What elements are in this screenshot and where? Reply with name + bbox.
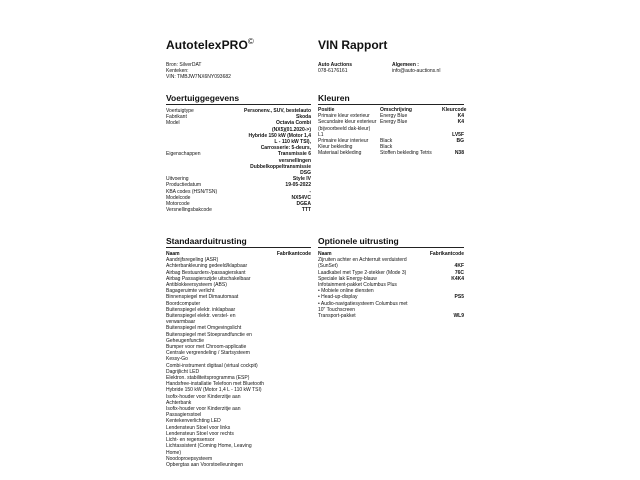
source-block: [166, 62, 231, 81]
spec-label: Motorcode: [166, 201, 190, 208]
spec-value: Personenv., SUV, bestelauto: [244, 108, 311, 114]
color-description: Stoffen bekleding Tetris: [380, 150, 432, 157]
page-title: VIN Rapport: [318, 38, 388, 52]
standard-item: Kentekenverlichting LED: [166, 418, 221, 425]
spec-row: [166, 151, 311, 176]
standard-item: Bumper voor met Chroom-applicatie: [166, 344, 247, 351]
optional-item-name: Infotainment-pakket Columbus Plus: [318, 282, 397, 289]
spec-row: [166, 207, 311, 213]
general-email[interactable]: info@auto-auctions.nl: [392, 68, 441, 75]
standard-item: Elektron. stabiliteitsprogramma (ESP): [166, 375, 250, 382]
color-code: BG: [456, 138, 464, 145]
standard-item: Buitenspiegel met Omgevingslicht: [166, 325, 242, 332]
spec-value: Style IV: [292, 176, 311, 183]
optional-item-name: Laadkabel met Type 2-stekker (Mode 3): [318, 269, 407, 276]
colors-col-position: Positie: [318, 107, 335, 113]
spec-value: -: [309, 188, 311, 195]
spec-value: Octavia Combi (NX5)(01.2020->) Hybride 150 kW (Motor 1,4 L - 110 kW TSI), Carrosserie: 5-deurs,: [248, 120, 311, 152]
optional-item-name: • Audio-navigatiesysteem Columbus met: [318, 300, 408, 307]
colors-table: [318, 107, 467, 157]
color-position: Secundaire kleur exterieur (bijvoorbeeld dak-kleur): [318, 119, 377, 132]
color-code: LV5F: [452, 131, 464, 138]
standard-item: Noodoproepsysteem: [166, 455, 213, 462]
spec-row: [166, 120, 311, 151]
spec-value: Transmissie 6 versnellingen Dubbelkoppeltransmissie DSG: [250, 151, 311, 177]
vehicle-specs: [166, 108, 311, 213]
standard-item: Binnenspiegel met Dimautomaat: [166, 294, 239, 301]
spec-label: Model: [166, 120, 180, 127]
brand-logo: [166, 37, 254, 52]
standard-col-name: Naam: [166, 251, 180, 257]
color-description: Energy Blue: [380, 119, 408, 126]
spec-label: Eigenschappen: [166, 151, 201, 158]
standard-item: Lendensteun Stoel voor links: [166, 424, 231, 431]
vehicle-rule: [166, 104, 311, 105]
color-row: [318, 119, 464, 131]
colors-rule: [318, 104, 464, 105]
color-code: N38: [454, 150, 464, 157]
standard-item: Centrale vergrendeling / Startsysteem: [166, 350, 250, 357]
spec-value: NX54VC: [291, 194, 311, 201]
color-code: K4: [457, 113, 464, 120]
standard-item: Kessy-Go: [166, 356, 188, 363]
optional-item-code: PS5: [454, 294, 464, 301]
spec-value: Skoda: [295, 114, 311, 121]
standard-item: Isofix-houder voor Kinderzitje aan: [166, 406, 241, 413]
optional-item: [318, 313, 464, 319]
standard-item: Dagrijlicht LED: [166, 368, 200, 375]
standard-item: Aandrijfsregeling (ASR): [166, 257, 219, 264]
optional-item-code: 4KF: [454, 263, 464, 270]
spec-label: Voertuigtype: [166, 108, 194, 114]
colors-col-description: Omschrijving: [380, 107, 412, 113]
optional-col-name: Naam: [318, 251, 332, 257]
source-line: Kenteken:: [166, 68, 189, 75]
spec-label: Productiedatum: [166, 182, 202, 189]
brand-mark: ©: [247, 37, 254, 46]
color-position: Kleur bekleding: [318, 144, 353, 151]
contact-general: [392, 62, 440, 74]
color-position: Primaire kleur interieur: [318, 138, 369, 145]
optional-item-code: K4K4: [451, 275, 464, 282]
standard-rule: [166, 247, 311, 248]
company-phone: 078-6176161: [318, 68, 348, 75]
source-line: Bron: SilverDAT: [166, 62, 202, 68]
color-position: Materiaal bekleding: [318, 150, 362, 157]
spec-label: Modelcode: [166, 194, 191, 201]
spec-value: DGEA: [296, 201, 311, 208]
standard-item: Licht- en regensensor: [166, 437, 215, 444]
standard-item: Buitenspiegel elektr. verstel- en: [166, 313, 236, 320]
standard-item: Bagageruimte verlicht: [166, 288, 215, 295]
standard-item: Airbag Bestuurders-/passagierskant: [166, 269, 246, 276]
optional-item-code: WL9: [453, 313, 464, 320]
standard-item: Opbergtas aan Voorstoelleuningen: [166, 461, 244, 468]
standard-item: Antiblokkeersysteem (ABS): [166, 282, 227, 289]
standard-item: Lichtassistent (Coming Home, Leaving: [166, 443, 252, 450]
optional-item-name: 10" Touchscreen: [318, 306, 355, 313]
standard-item: Boordcomputer: [166, 300, 201, 307]
optional-list: [318, 251, 464, 319]
standard-heading: Standaarduitrusting: [166, 236, 247, 246]
standard-item: Buitenspiegel met Stoeprandfunctie en: [166, 331, 252, 338]
standard-item: Airbag Passagierszijde uitschakelbaar: [166, 275, 251, 282]
color-description: Black: [380, 144, 393, 151]
standard-col-code: Fabrikantcode: [276, 251, 311, 257]
optional-item-name: Zijruiten achter en Achterruit verduisterd: [318, 257, 407, 264]
optional-item-name: • Head-up-display: [318, 294, 358, 301]
company-name: Auto Auctions: [318, 62, 352, 68]
color-position: Primaire kleur exterieur: [318, 113, 370, 120]
source-line: VIN: TMBJW7NX6NY093682: [166, 74, 231, 81]
color-description: Energy Blue: [380, 113, 408, 120]
color-row: [318, 150, 464, 156]
standard-item: Home): [166, 449, 182, 456]
spec-label: Versnellingsbakcode: [166, 207, 212, 214]
standard-item: Hybride 150 kW (Motor 1,4 L - 110 kW TSI): [166, 387, 262, 394]
standard-item: Handsfree-installatie Telefoon met Bluetooth: [166, 381, 265, 388]
spec-label: Uitvoering: [166, 176, 189, 183]
optional-item-name: Transport-pakket: [318, 313, 356, 320]
contact-company: [318, 62, 352, 74]
optional-item-name: • Mobiele online diensten: [318, 288, 374, 295]
optional-item-name: (SunSet): [318, 263, 338, 270]
standard-item: Geheugenfunctie: [166, 337, 205, 344]
standard-item: Achterbankleuning gedeeld/klapbaar: [166, 263, 248, 270]
standard-item: Buitenspiegel elektr. inklapbaar: [166, 306, 236, 313]
vehicle-heading: Voertuiggegevens: [166, 93, 240, 103]
spec-label: KBA codes (HSN/TSN): [166, 188, 218, 195]
standard-list: [166, 251, 311, 468]
spec-label: Fabrikant: [166, 114, 187, 121]
spec-value: TTT: [301, 207, 311, 214]
standard-item: Lendensteun Stoel voor rechts: [166, 430, 234, 437]
general-label: Algemeen :: [392, 62, 419, 68]
colors-heading: Kleuren: [318, 93, 350, 103]
standard-item: Achterbank: [166, 399, 192, 406]
optional-rule: [318, 247, 464, 248]
optional-col-code: Fabrikantcode: [429, 251, 464, 257]
standard-item: Combi-instrument digitaal (virtual cockpit): [166, 362, 258, 369]
color-position: L1: [318, 131, 324, 138]
color-description: Black: [380, 138, 393, 145]
spec-value: 19-05-2022: [285, 182, 311, 189]
standard-item: Passagiersstoel: [166, 412, 202, 419]
standard-item: Isofix-houder voor Kinderzitje aan: [166, 393, 241, 400]
optional-heading: Optionele uitrusting: [318, 236, 399, 246]
colors-col-code: Kleurcode: [442, 107, 467, 113]
color-code: K4: [457, 119, 464, 126]
brand-name: AutotelexPRO: [166, 38, 248, 52]
optional-item-name: Speciale lak Energy-blauw: [318, 275, 377, 282]
standard-item: verwarmbaar: [166, 319, 196, 326]
optional-item-code: 76C: [454, 269, 464, 276]
